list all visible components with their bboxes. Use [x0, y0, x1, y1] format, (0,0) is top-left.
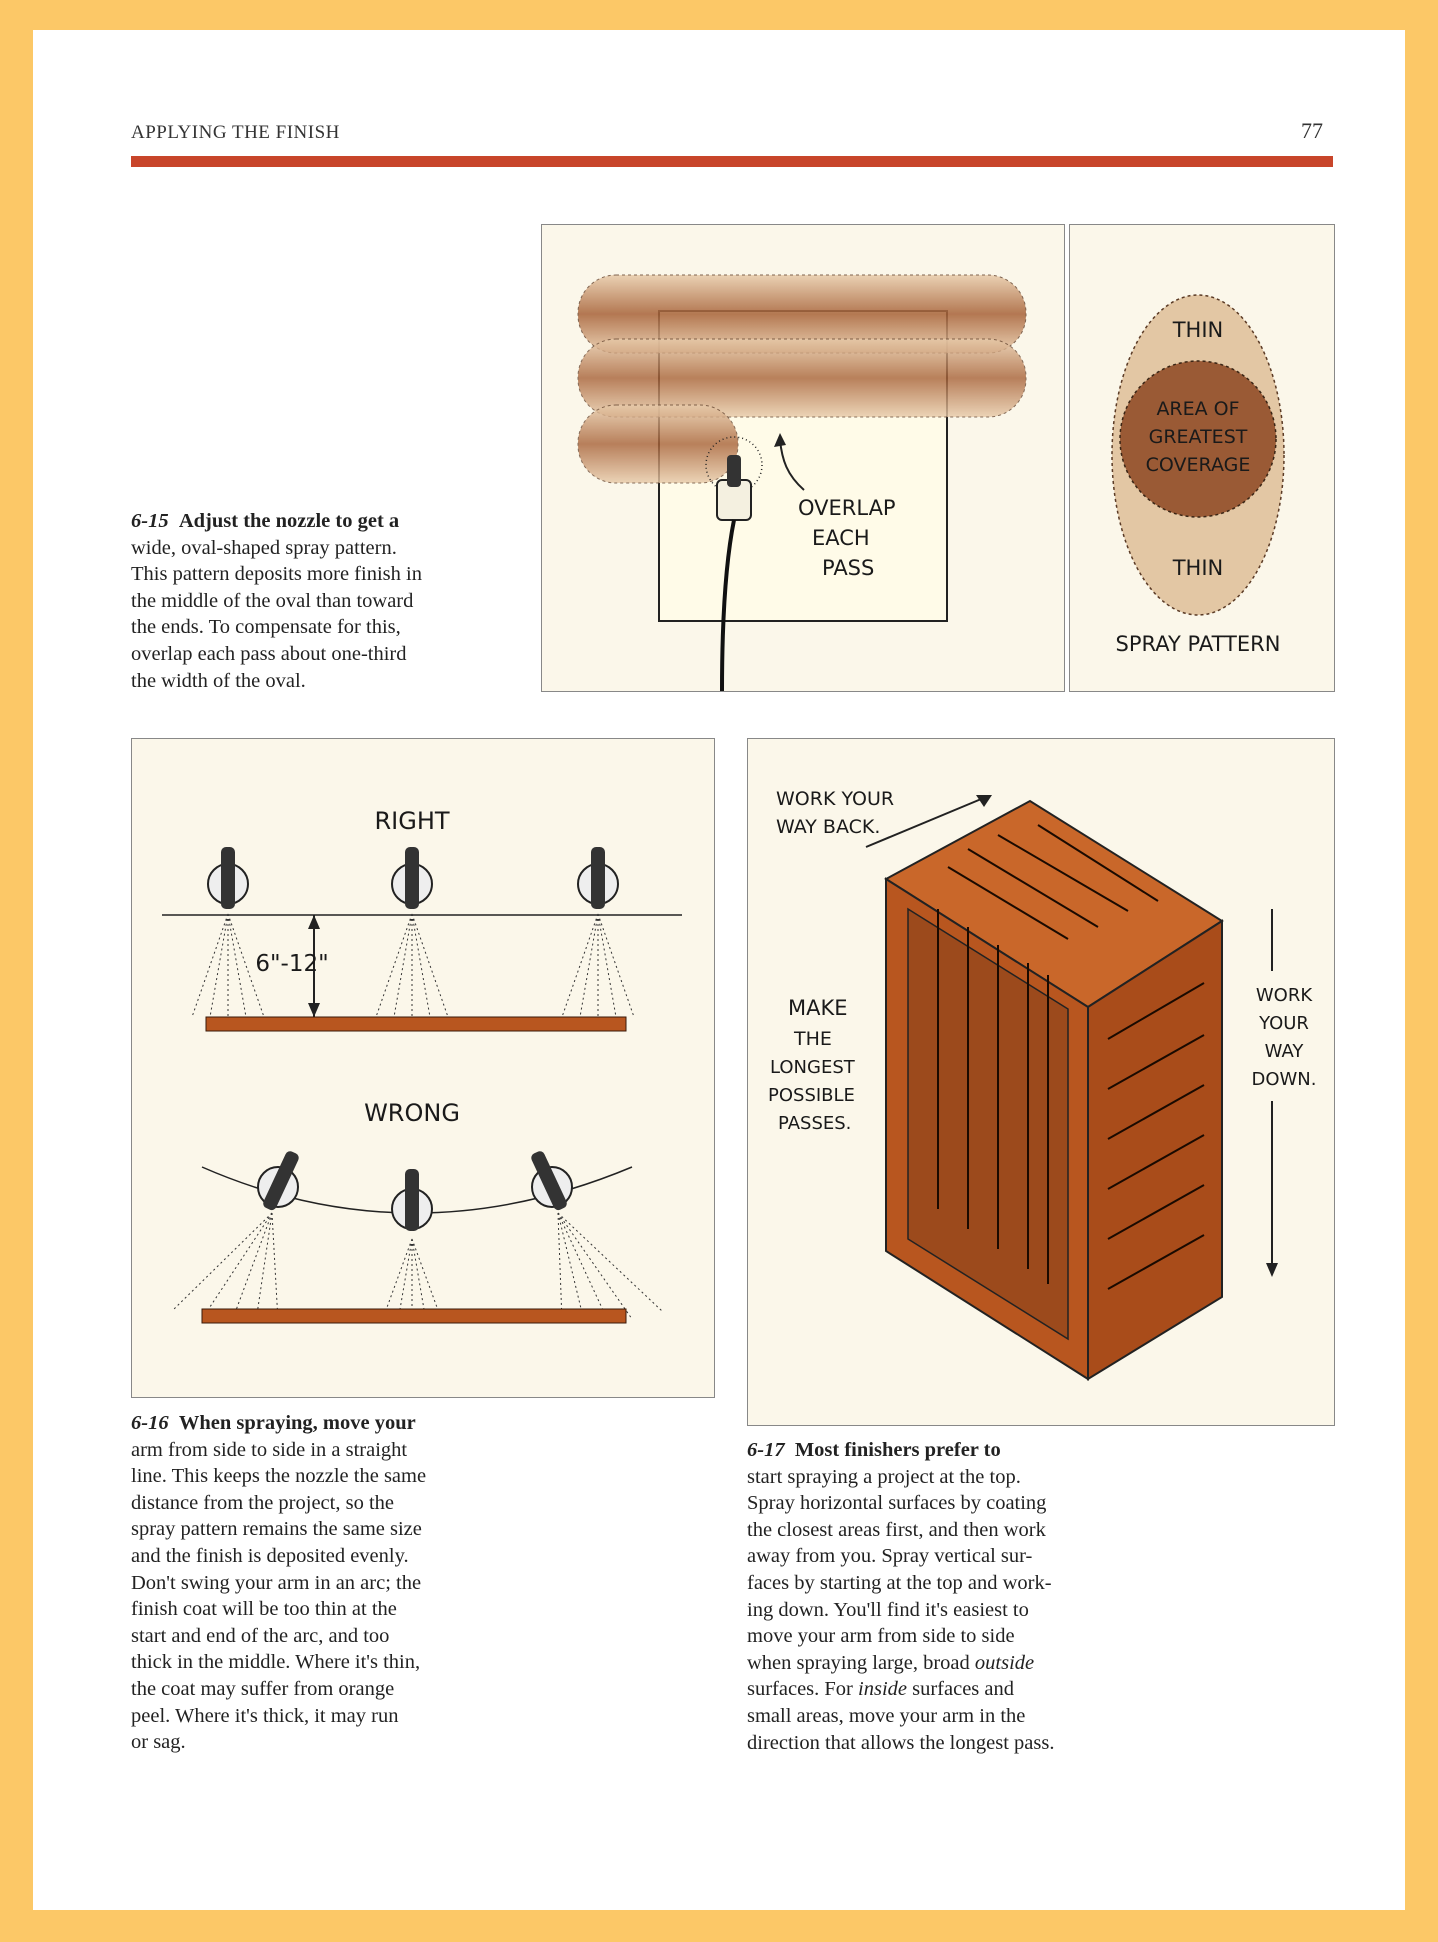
header-rule	[131, 156, 1333, 167]
wrong-label: WRONG	[364, 1099, 460, 1127]
running-head: APPLYING THE FINISH	[131, 122, 340, 143]
caption-line: small areas, move your arm in the	[747, 1704, 1026, 1727]
caption-line	[747, 1676, 1147, 1703]
caption-6-17	[747, 1437, 1147, 1756]
figure-number: 6-16	[131, 1412, 169, 1434]
caption-lead: Adjust the nozzle to get a	[178, 510, 400, 532]
caption-line: distance from the project, so the	[131, 1491, 394, 1514]
caption-text: surfaces. For	[747, 1678, 859, 1701]
caption-line: and the finish is deposited evenly.	[131, 1544, 409, 1567]
coverage-label: AREA OF	[1156, 398, 1240, 420]
longest-passes-label: PASSES.	[778, 1113, 852, 1134]
figure-number: 6-15	[131, 510, 169, 532]
caption-line: This pattern deposits more finish in	[131, 563, 422, 586]
caption-line: faces by starting at the top and work-	[747, 1571, 1052, 1594]
caption-lead: Most finishers prefer to	[794, 1439, 1001, 1461]
caption-line: the ends. To compensate for this,	[131, 616, 401, 639]
figure-spray-pattern	[1069, 224, 1335, 692]
caption-line: start and end of the arc, and too	[131, 1624, 390, 1647]
caption-line: or sag.	[131, 1731, 186, 1754]
caption-line	[747, 1650, 1147, 1677]
caption-line: the coat may suffer from orange	[131, 1677, 395, 1700]
figure-right-wrong-spraying	[131, 738, 715, 1398]
caption-line: overlap each pass about one-third	[131, 642, 407, 665]
work-down-label: DOWN.	[1251, 1069, 1317, 1090]
longest-passes-label: THE	[794, 1028, 832, 1050]
distance-label: 6"-12"	[255, 951, 329, 977]
spray-gun-icon	[530, 1150, 662, 1321]
caption-6-15	[131, 508, 461, 694]
spray-gun-icon	[382, 1169, 442, 1321]
overlap-label: PASS	[822, 556, 875, 580]
caption-line: direction that allows the longest pass.	[747, 1731, 1055, 1754]
caption-emphasis: outside	[974, 1651, 1035, 1674]
caption-line: thick in the middle. Where it's thin,	[131, 1651, 421, 1674]
work-down-label: WORK	[1255, 985, 1313, 1006]
caption-line: the closest areas first, and then work	[747, 1518, 1046, 1541]
caption-line: ing down. You'll find it's easiest to	[747, 1598, 1029, 1621]
caption-line: spray pattern remains the same size	[131, 1518, 422, 1541]
spray-gun-icon	[562, 847, 634, 1017]
work-down-label: YOUR	[1259, 1013, 1309, 1034]
coverage-label: COVERAGE	[1145, 454, 1251, 476]
longest-passes-label: LONGEST	[770, 1057, 855, 1078]
caption-line: start spraying a project at the top.	[747, 1465, 1021, 1488]
spray-gun-icon	[376, 847, 448, 1017]
overlap-label: OVERLAP	[798, 496, 896, 520]
figure-overlap-passes	[541, 224, 1065, 692]
figure-box-spray-direction	[747, 738, 1335, 1426]
spray-gun-icon	[172, 1150, 300, 1321]
caption-line: finish coat will be too thin at the	[131, 1598, 397, 1621]
work-down-label: WAY	[1264, 1041, 1304, 1062]
longest-passes-label: MAKE	[788, 996, 848, 1020]
thin-label: THIN	[1172, 318, 1224, 342]
caption-line: line. This keeps the nozzle the same	[131, 1465, 427, 1488]
caption-lead: When spraying, move your	[178, 1412, 416, 1434]
caption-line: arm from side to side in a straight	[131, 1438, 408, 1461]
work-back-label: WAY BACK.	[776, 816, 881, 838]
caption-text: surfaces and	[906, 1678, 1014, 1701]
caption-line: move your arm from side to side	[747, 1625, 1015, 1648]
overlap-label: EACH	[812, 526, 870, 550]
caption-line: wide, oval-shaped spray pattern.	[131, 536, 397, 559]
caption-line: Don't swing your arm in an arc; the	[131, 1571, 422, 1594]
caption-line: Spray horizontal surfaces by coating	[747, 1492, 1047, 1515]
caption-line: away from you. Spray vertical sur-	[747, 1545, 1033, 1568]
caption-line: peel. Where it's thick, it may run	[131, 1704, 399, 1727]
book-page	[33, 30, 1405, 1910]
coverage-label: GREATEST	[1148, 426, 1248, 448]
right-label: RIGHT	[374, 807, 450, 835]
page-number: 77	[1301, 118, 1323, 143]
longest-passes-label: POSSIBLE	[768, 1085, 855, 1106]
caption-line: the width of the oval.	[131, 669, 306, 692]
caption-emphasis: inside	[858, 1678, 907, 1701]
spray-gun-icon	[192, 847, 264, 1017]
caption-text: when spraying large, broad	[747, 1651, 975, 1674]
caption-6-16	[131, 1410, 551, 1756]
figure-number: 6-17	[747, 1439, 785, 1461]
thin-label: THIN	[1172, 556, 1224, 580]
spray-pattern-label: SPRAY PATTERN	[1115, 632, 1281, 656]
caption-line: the middle of the oval than toward	[131, 589, 414, 612]
work-back-label: WORK YOUR	[776, 788, 895, 810]
